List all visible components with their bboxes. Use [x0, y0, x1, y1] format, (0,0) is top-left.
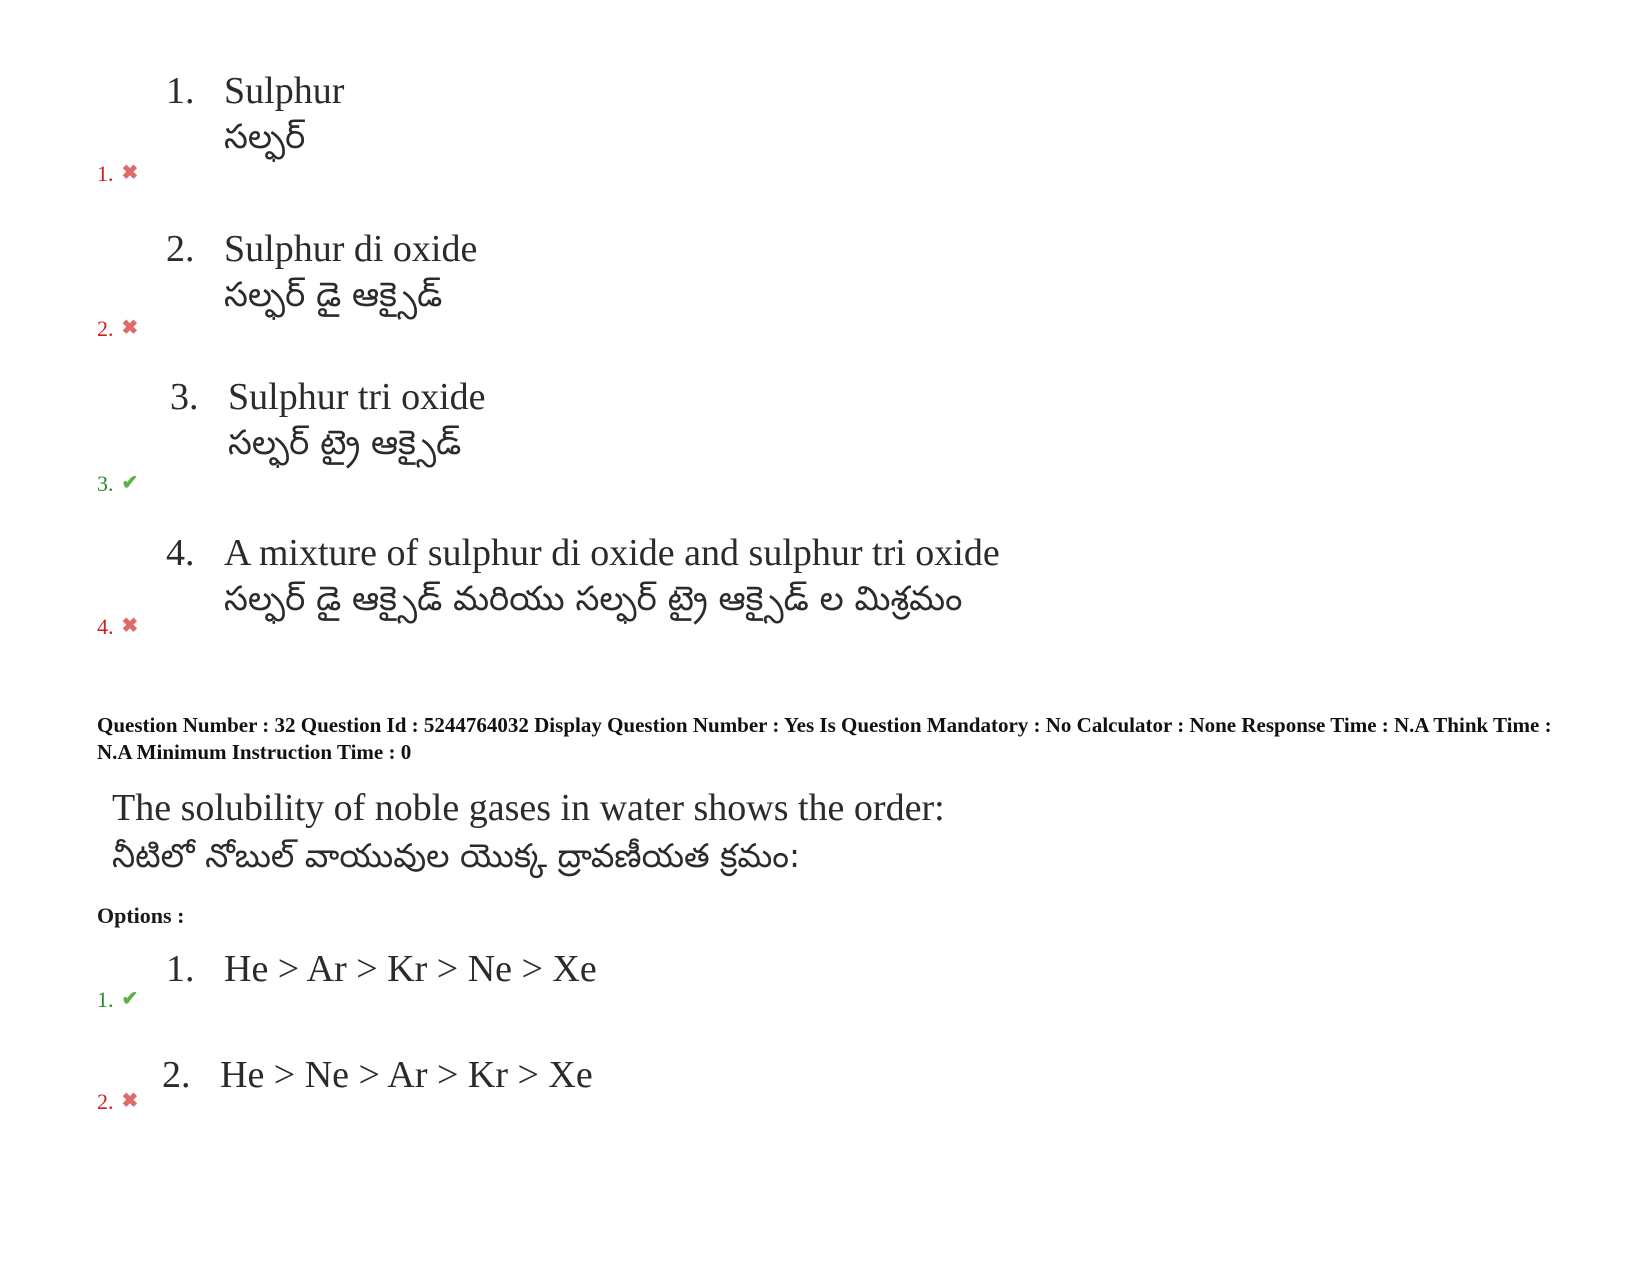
question-text — [112, 784, 945, 880]
question-text-en: The solubility of noble gases in water shows the order: — [112, 787, 945, 829]
option-text-en: Sulphur di oxide — [224, 228, 478, 270]
option-text-en: Sulphur — [224, 70, 345, 112]
prev-option-2 — [166, 226, 477, 318]
cross-icon: ✖ — [121, 317, 139, 339]
option-number: 4. — [166, 532, 195, 574]
options-label: Options : — [97, 903, 185, 928]
option-number: 1. — [166, 948, 195, 990]
cross-icon: ✖ — [121, 162, 139, 184]
prev-option-3 — [170, 374, 486, 466]
marker-label: 2. — [97, 316, 114, 341]
option-1 — [166, 946, 597, 992]
option-number: 1. — [166, 70, 195, 112]
marker-label: 1. — [97, 987, 114, 1012]
prev-option-4 — [166, 530, 1000, 622]
option-text-en: He > Ar > Kr > Ne > Xe — [224, 948, 597, 990]
marker-label: 1. — [97, 161, 114, 186]
prev-option-3-marker — [97, 470, 138, 497]
prev-option-1-marker — [97, 160, 138, 187]
option-text-en: He > Ne > Ar > Kr > Xe — [220, 1054, 593, 1096]
option-2 — [162, 1052, 593, 1098]
option-text-te: సల్ఫర్ ట్రై ఆక్సైడ్ — [228, 423, 462, 463]
marker-label: 2. — [97, 1089, 114, 1114]
option-text-te: సల్ఫర్ — [224, 117, 306, 157]
option-text-en: A mixture of sulphur di oxide and sulphur tri oxide — [224, 532, 1000, 574]
marker-label: 4. — [97, 614, 114, 639]
option-text-te: సల్ఫర్ డై ఆక్సైడ్ — [224, 275, 443, 315]
option-number: 2. — [166, 228, 195, 270]
option-text-en: Sulphur tri oxide — [228, 376, 486, 418]
question-text-te: నీటిలో నోబుల్ వాయువుల యొక్క ద్రావణీయత క్రమం: — [112, 836, 801, 875]
option-2-marker — [97, 1088, 138, 1115]
question-meta: Question Number : 32 Question Id : 5244764032 Display Question Number : Yes Is Question Mandatory : No Calculator : None Response Time : N.A Think Time : N.A Minimum Instruction Time : 0 — [97, 713, 1552, 764]
prev-option-2-marker — [97, 315, 138, 342]
check-icon: ✔ — [121, 988, 139, 1010]
option-1-marker — [97, 986, 138, 1013]
option-number: 2. — [162, 1054, 191, 1096]
marker-label: 3. — [97, 471, 114, 496]
prev-option-4-marker — [97, 613, 138, 640]
prev-option-1 — [166, 68, 344, 160]
option-number: 3. — [170, 376, 199, 418]
check-icon: ✔ — [121, 472, 139, 494]
cross-icon: ✖ — [121, 615, 139, 637]
option-text-te: సల్ఫర్ డై ఆక్సైడ్ మరియు సల్ఫర్ ట్రై ఆక్సైడ్ ల మిశ్రమం — [224, 579, 963, 619]
cross-icon: ✖ — [121, 1090, 139, 1112]
